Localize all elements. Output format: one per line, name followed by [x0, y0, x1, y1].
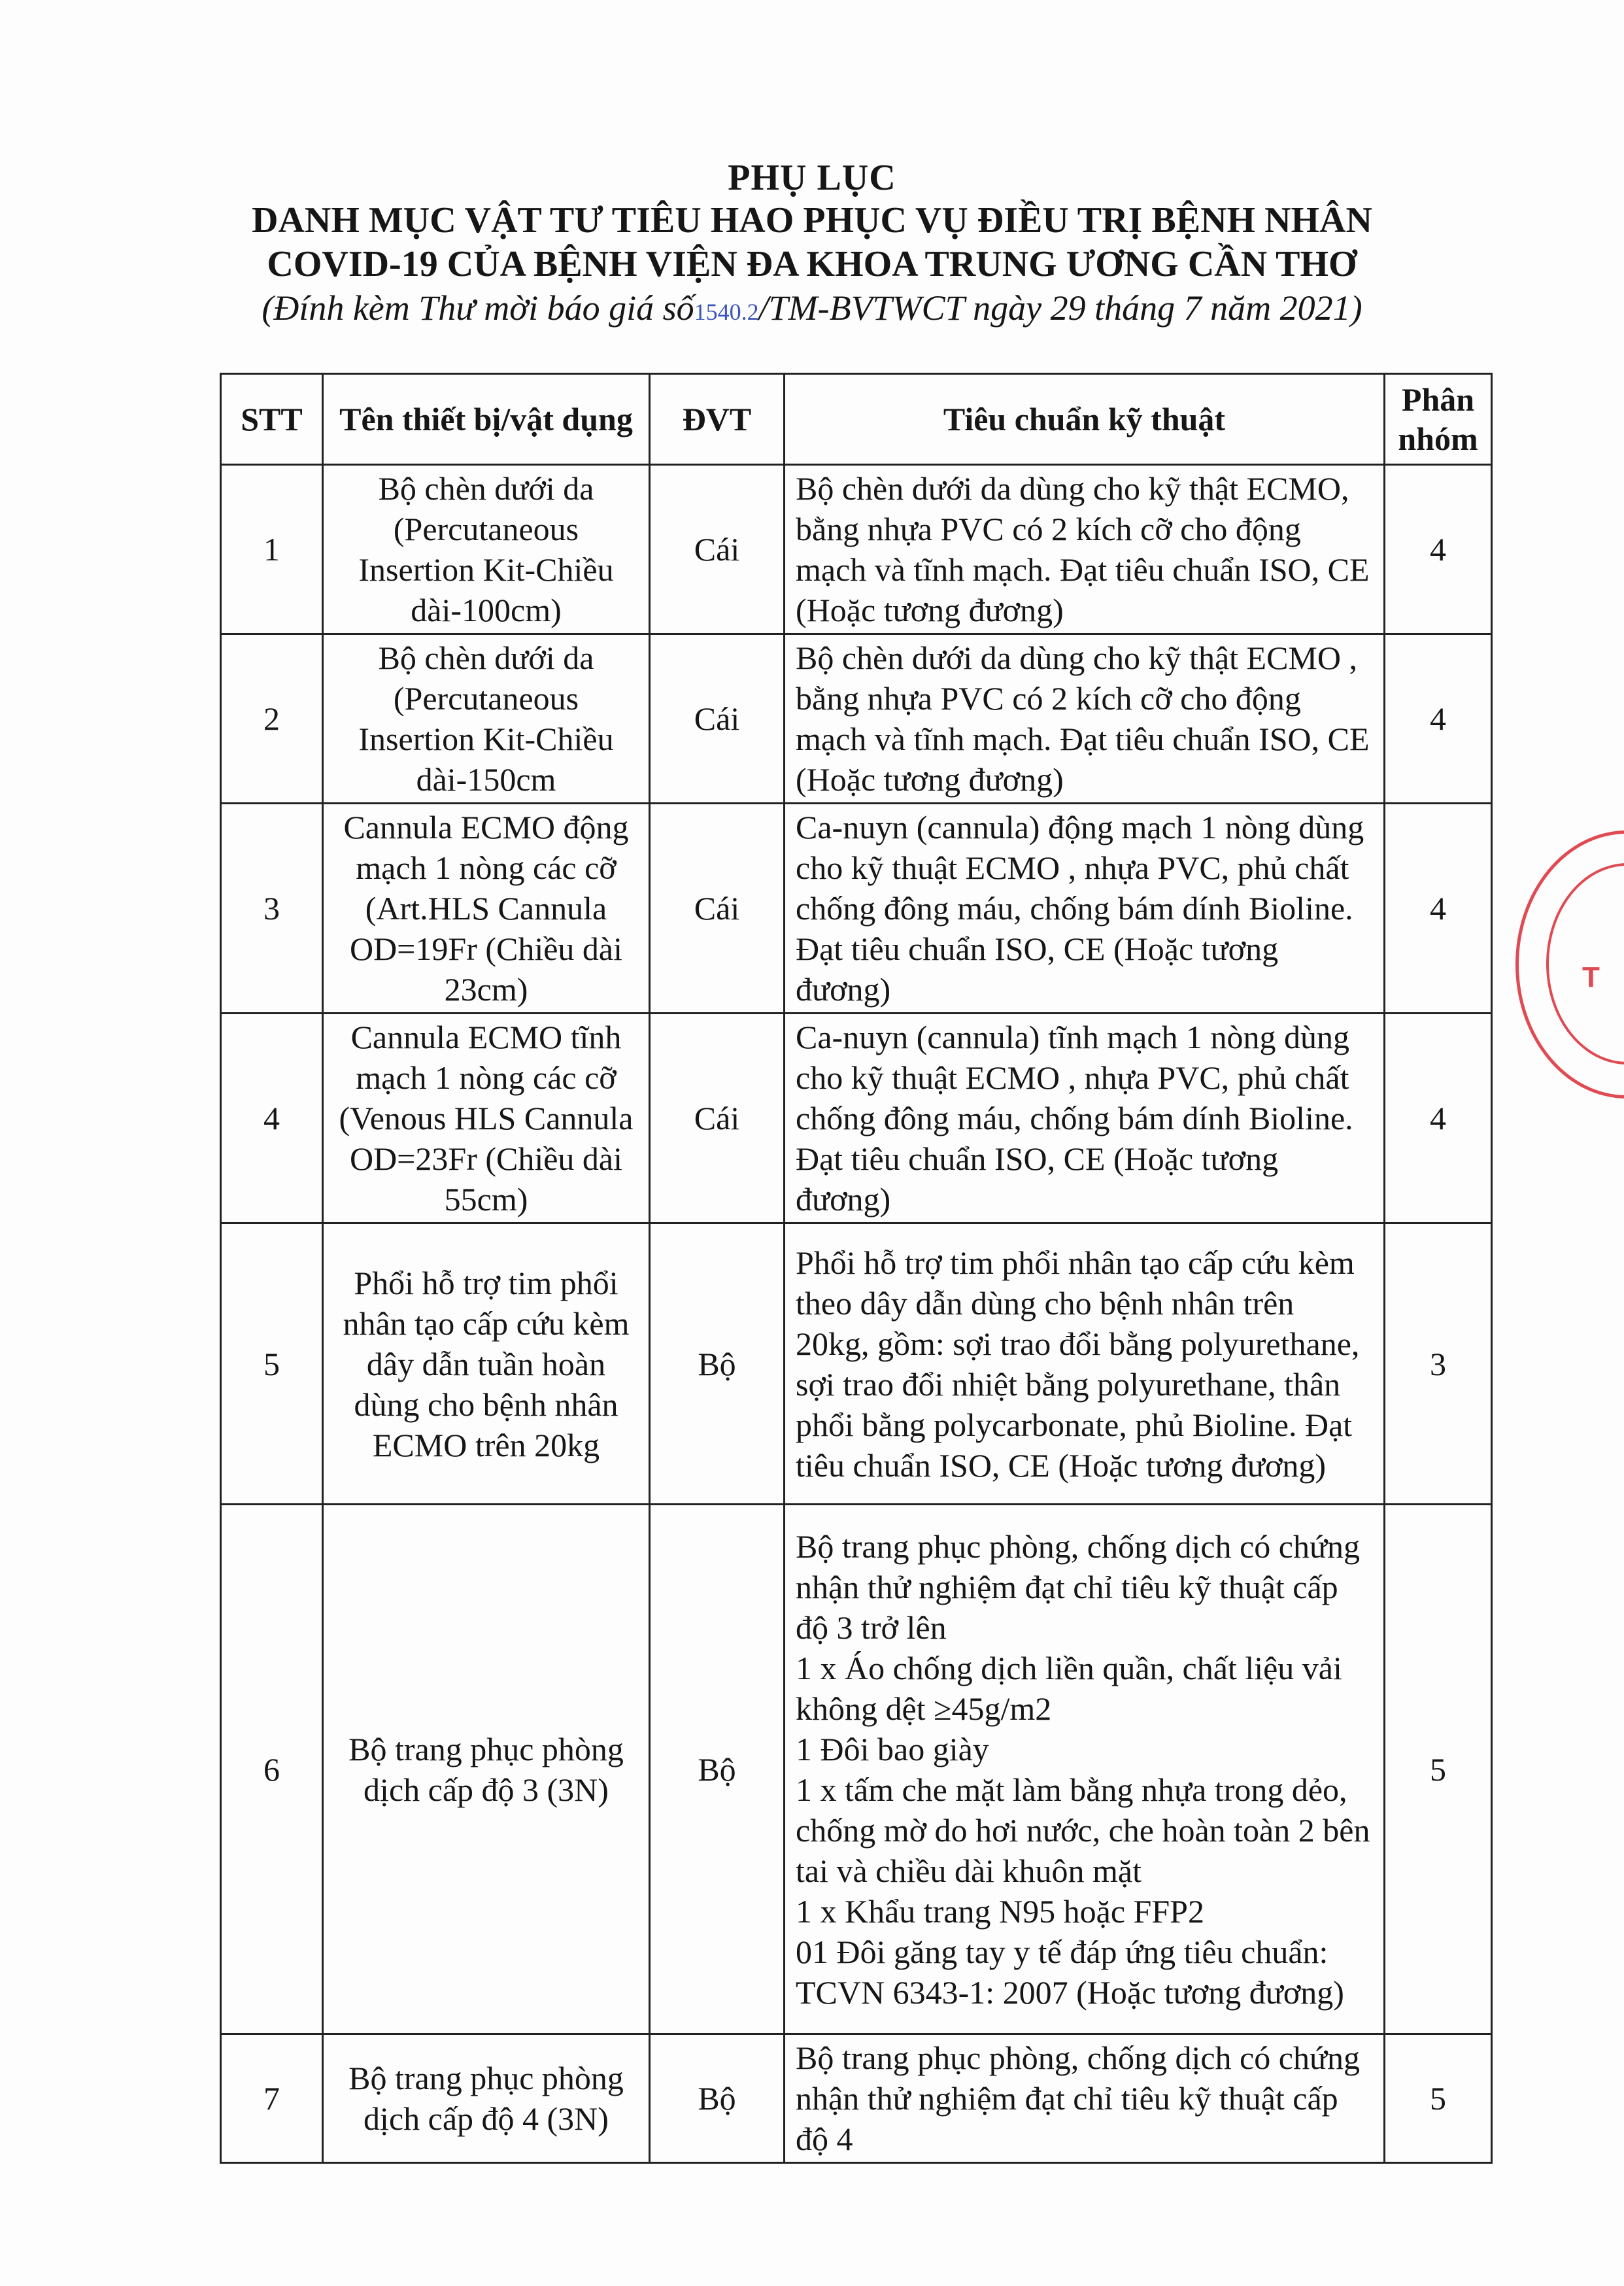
row-unit: Cái [650, 465, 785, 634]
document-title-line-1: DANH MỤC VẬT TƯ TIÊU HAO PHỤC VỤ ĐIỀU TRỊ BỆNH NHÂN [252, 200, 1372, 241]
table-row [221, 465, 1492, 634]
row-stt: 4 [221, 1014, 323, 1223]
table-row [221, 1505, 1492, 2034]
row-stt: 6 [221, 1505, 323, 2034]
row-name: Cannula ECMO động mạch 1 nòng các cỡ (Art.HLS Cannula OD=19Fr (Chiều dài 23cm) [323, 804, 650, 1014]
row-stt: 5 [221, 1223, 323, 1505]
table-row [221, 804, 1492, 1014]
row-stt: 3 [221, 804, 323, 1014]
row-spec: Ca-nuyn (cannula) tĩnh mạch 1 nòng dùng cho kỹ thuật ECMO , nhựa PVC, phủ chất chống đông máu, chống bám dính Bioline. Đạt tiêu chuẩn ISO, CE (Hoặc tương đương) [785, 1014, 1385, 1223]
row-unit: Bộ [650, 2034, 785, 2163]
row-group: 4 [1385, 465, 1492, 634]
reference-suffix: /TM-BVTWCT ngày 29 tháng 7 năm 2021) [758, 288, 1362, 328]
row-name: Bộ trang phục phòng dịch cấp độ 3 (3N) [323, 1505, 650, 2034]
row-name: Bộ chèn dưới da (Percutaneous Insertion Kit-Chiều dài-150cm [323, 634, 650, 804]
row-stt: 7 [221, 2034, 323, 2163]
row-unit: Cái [650, 634, 785, 804]
row-spec: Phổi hỗ trợ tim phổi nhân tạo cấp cứu kèm theo dây dẫn dùng cho bệnh nhân trên 20kg, gồm: sợi trao đổi bằng polyurethane, sợi trao đổi nhiệt bằng polyurethane, thân phổi bằng polycarbonate, phủ Bioline. Đạt tiêu chuẩn ISO, CE (Hoặc tương đương) [785, 1223, 1385, 1505]
row-spec: Bộ trang phục phòng, chống dịch có chứng nhận thử nghiệm đạt chỉ tiêu kỹ thuật cấp độ 4 [785, 2034, 1385, 2163]
header-group: Phân nhóm [1385, 374, 1492, 465]
row-group: 5 [1385, 1505, 1492, 2034]
row-group: 4 [1385, 1014, 1492, 1223]
row-name: Bộ trang phục phòng dịch cấp độ 4 (3N) [323, 2034, 650, 2163]
table-row [221, 634, 1492, 804]
row-unit: Bộ [650, 1505, 785, 2034]
row-stt: 2 [221, 634, 323, 804]
row-name: Bộ chèn dưới da (Percutaneous Insertion Kit-Chiều dài-100cm) [323, 465, 650, 634]
row-name: Cannula ECMO tĩnh mạch 1 nòng các cỡ (Venous HLS Cannula OD=23Fr (Chiều dài 55cm) [323, 1014, 650, 1223]
row-spec: Ca-nuyn (cannula) động mạch 1 nòng dùng cho kỹ thuật ECMO , nhựa PVC, phủ chất chống đông máu, chống bám dính Bioline. Đạt tiêu chuẩn ISO, CE (Hoặc tương đương) [785, 804, 1385, 1014]
row-spec [785, 1505, 1385, 2034]
spec-line: 1 x Khẩu trang N95 hoặc FFP2 [796, 1892, 1204, 1930]
appendix-title: PHỤ LỤC [728, 158, 896, 198]
row-group: 4 [1385, 804, 1492, 1014]
table-row [221, 2034, 1492, 2163]
table-row [221, 1223, 1492, 1505]
spec-line: 01 Đôi găng tay y tế đáp ứng tiêu chuẩn: TCVN 6343-1: 2007 (Hoặc tương đương) [796, 1933, 1344, 2011]
row-group: 4 [1385, 634, 1492, 804]
row-spec: Bộ chèn dưới da dùng cho kỹ thật ECMO, bằng nhựa PVC có 2 kích cỡ cho động mạch và tĩnh mạch. Đạt tiêu chuẩn ISO, CE (Hoặc tương đương) [785, 465, 1385, 634]
row-group: 3 [1385, 1223, 1492, 1505]
header-unit: ĐVT [650, 374, 785, 465]
row-unit: Cái [650, 804, 785, 1014]
document-reference [0, 288, 1624, 328]
red-seal-text: T [1582, 961, 1600, 993]
header-name: Tên thiết bị/vật dụng [323, 374, 650, 465]
reference-prefix: (Đính kèm Thư mời báo giá số [262, 288, 694, 328]
spec-line: 1 Đôi bao giày [796, 1730, 989, 1767]
table-header-row [221, 374, 1492, 465]
row-spec: Bộ chèn dưới da dùng cho kỹ thật ECMO , bằng nhựa PVC có 2 kích cỡ cho động mạch và tĩnh mạch. Đạt tiêu chuẩn ISO, CE (Hoặc tương đương) [785, 634, 1385, 804]
reference-number: 1540.2 [694, 299, 759, 325]
row-group: 5 [1385, 2034, 1492, 2163]
table-row [221, 1014, 1492, 1223]
spec-line: 1 x Áo chống dịch liền quần, chất liệu vải không dệt ≥45g/m2 [796, 1649, 1342, 1727]
header-spec: Tiêu chuẩn kỹ thuật [785, 374, 1385, 465]
row-unit: Bộ [650, 1223, 785, 1505]
row-stt: 1 [221, 465, 323, 634]
header-stt: STT [221, 374, 323, 465]
row-unit: Cái [650, 1014, 785, 1223]
spec-line: 1 x tấm che mặt làm bằng nhựa trong dẻo, chống mờ do hơi nước, che hoàn toàn 2 bên tai và chiều dài khuôn mặt [796, 1771, 1370, 1889]
row-name: Phổi hỗ trợ tim phổi nhân tạo cấp cứu kèm dây dẫn tuần hoàn dùng cho bệnh nhân ECMO trên 20kg [323, 1223, 650, 1505]
supplies-table [220, 373, 1493, 2164]
spec-line: Bộ trang phục phòng, chống dịch có chứng nhận thử nghiệm đạt chỉ tiêu kỹ thuật cấp độ 3 trở lên [796, 1527, 1361, 1646]
document-title-line-2: COVID-19 CỦA BỆNH VIỆN ĐA KHOA TRUNG ƯƠNG CẦN THƠ [267, 244, 1357, 284]
